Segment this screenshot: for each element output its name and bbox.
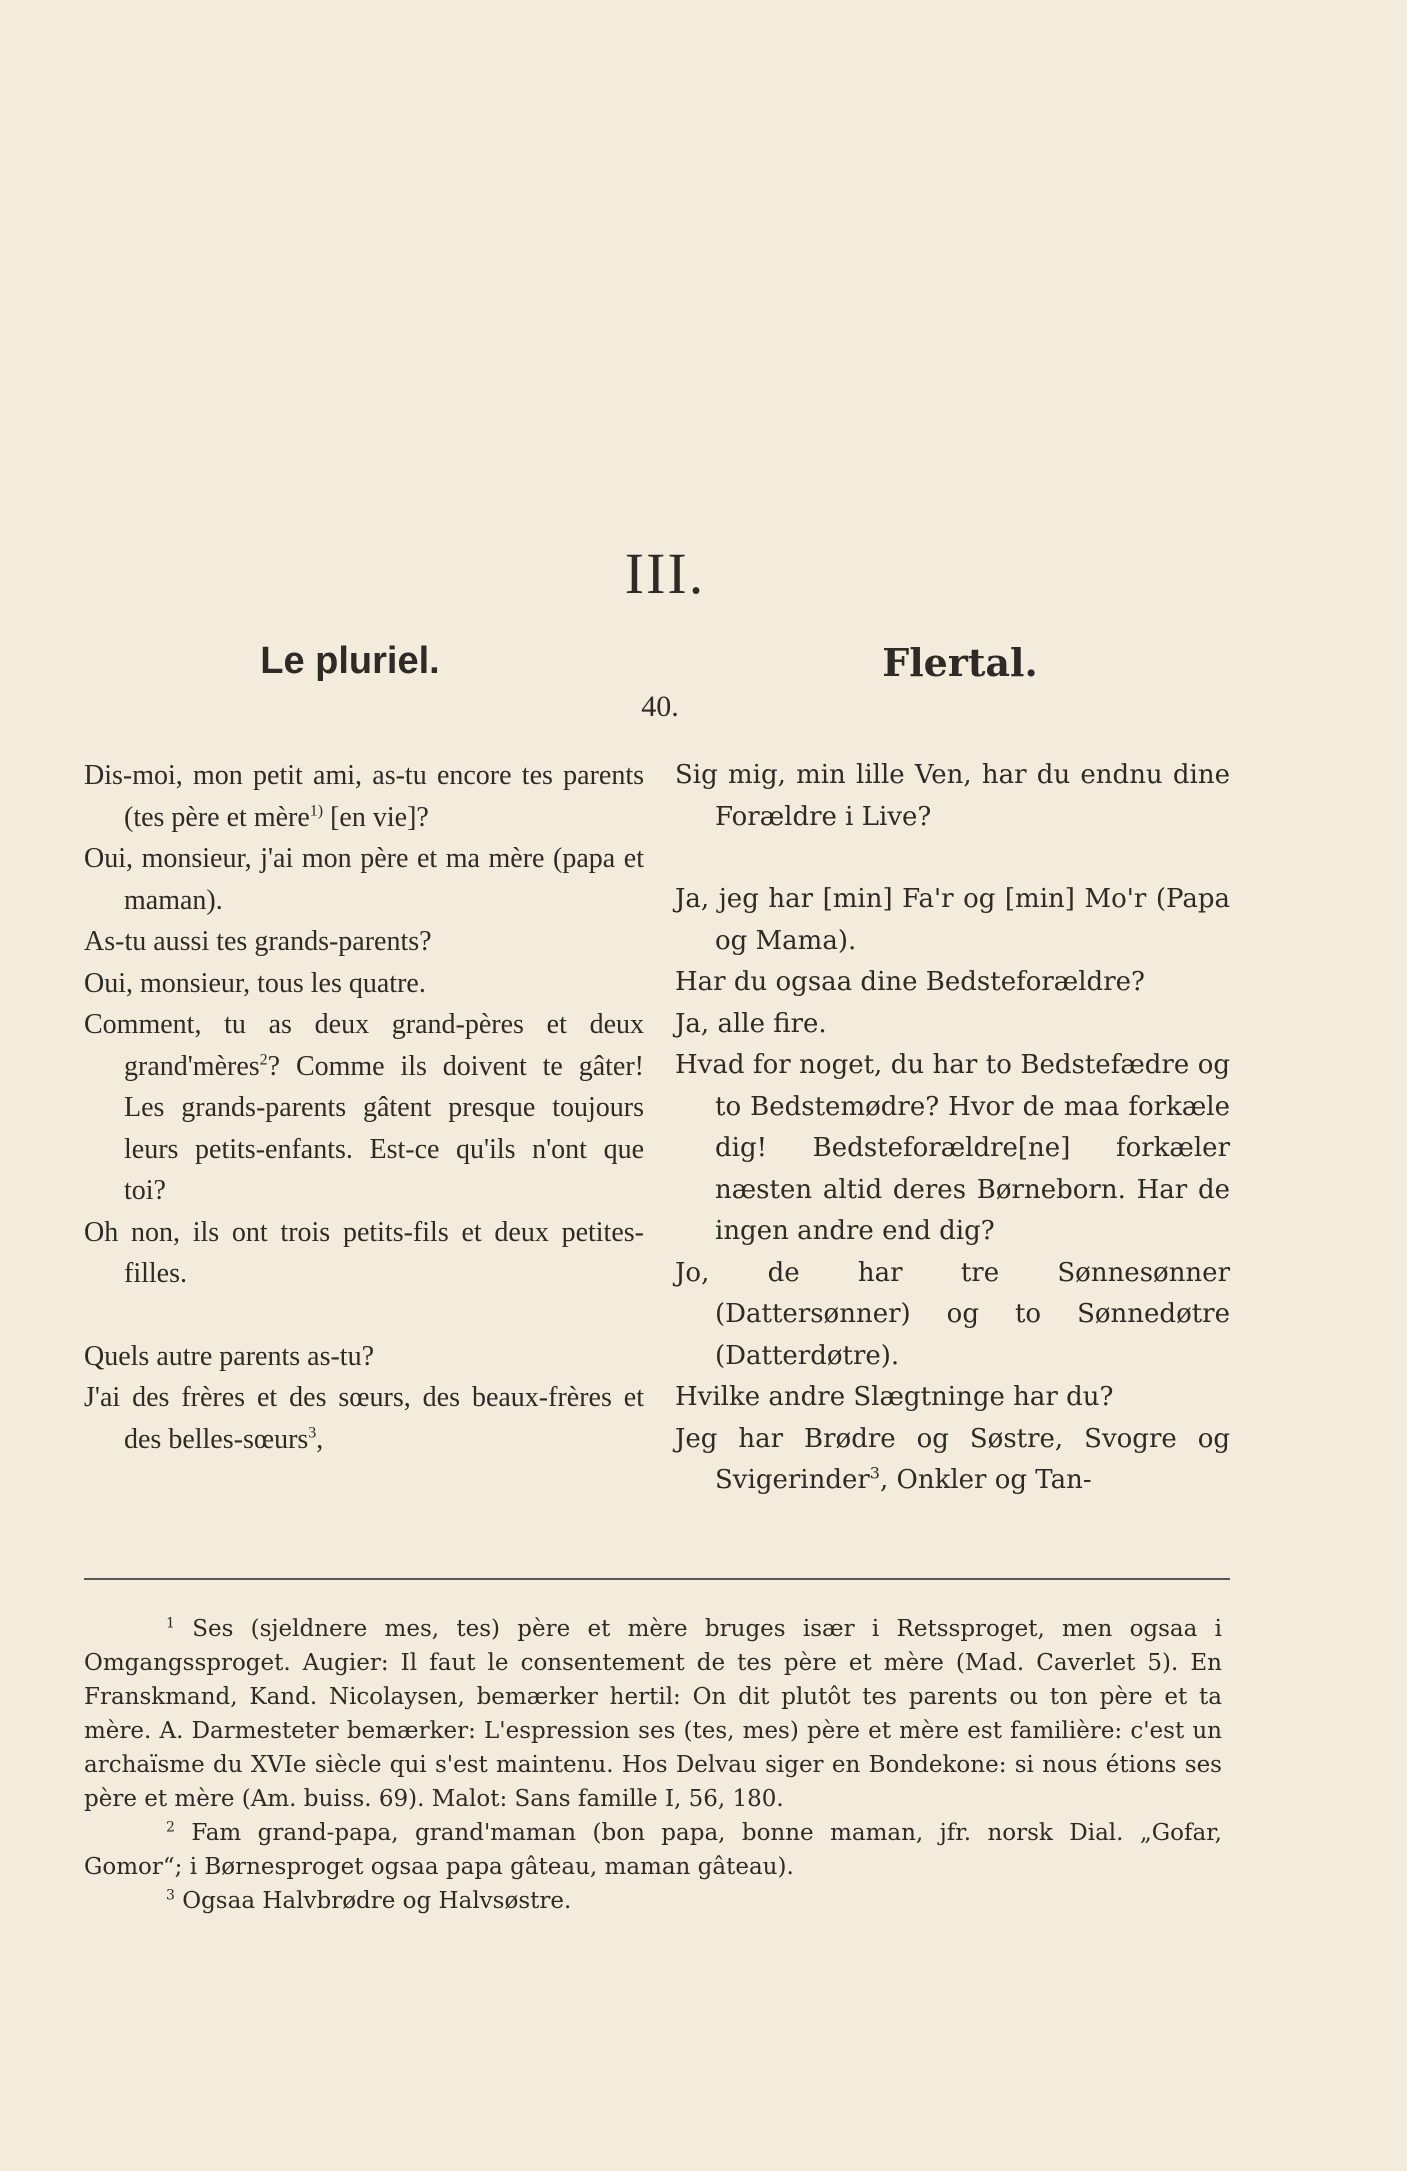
french-entry bbox=[84, 838, 644, 921]
danish-entry-text: Hvilke andre Slægtninge har du? bbox=[675, 1382, 1114, 1412]
danish-entry bbox=[675, 879, 1230, 962]
footnote-number: 3 bbox=[166, 1887, 175, 1904]
danish-entry bbox=[675, 1419, 1230, 1502]
french-entry-text: Oh non, ils ont trois petits-fils et deux petites-filles. bbox=[84, 1216, 644, 1289]
danish-heading: Flertal. bbox=[882, 640, 1038, 685]
french-entry-text: J'ai des frères et des sœurs, des beaux-frères et des belles-sœurs bbox=[84, 1382, 644, 1455]
french-column bbox=[84, 755, 644, 1460]
danish-entry-text: Har du ogsaa dine Bedsteforældre? bbox=[675, 967, 1145, 997]
footnote bbox=[84, 1816, 1222, 1884]
french-entry bbox=[84, 755, 644, 838]
french-heading: Le pluriel. bbox=[260, 640, 440, 682]
footnote-marker: 3 bbox=[308, 1424, 317, 1442]
danish-entry bbox=[675, 1253, 1230, 1378]
footnote-marker: 3 bbox=[869, 1463, 880, 1483]
danish-entry bbox=[675, 1377, 1230, 1419]
danish-entry-tail: , Onkler og Tan- bbox=[879, 1465, 1092, 1495]
section-number: 40. bbox=[641, 690, 679, 723]
footnote-divider bbox=[84, 1578, 1230, 1580]
french-entry-text: Dis-moi, mon petit ami, as-tu encore tes parents (tes père et mère bbox=[84, 760, 644, 833]
footnote bbox=[84, 1884, 1222, 1918]
french-entry-text: Quels autre parents as-tu? bbox=[84, 1340, 374, 1372]
french-entry-text: Comment, tu as deux grand-pères et deux grand'mères bbox=[84, 1009, 644, 1082]
french-entry bbox=[84, 1336, 644, 1378]
french-entry bbox=[84, 921, 644, 963]
danish-entry bbox=[675, 962, 1230, 1004]
footnote-marker: 2 bbox=[259, 1051, 268, 1069]
danish-entry-text: Jo, de har tre Sønnesønner (Dattersønner) og to Sønnedøtre (Datterdøtre). bbox=[675, 1257, 1230, 1371]
footnotes bbox=[84, 1612, 1222, 1918]
footnote-number: 2 bbox=[166, 1819, 175, 1836]
danish-entry-text: Ja, alle fire. bbox=[675, 1008, 827, 1039]
french-entry bbox=[84, 1377, 644, 1460]
french-entry bbox=[84, 1212, 644, 1295]
footnote-number: 1 bbox=[166, 1615, 175, 1632]
danish-entry-text: Sig mig, min lille Ven, har du endnu dine Forældre i Live? bbox=[675, 760, 1230, 832]
footnote-marker: 1) bbox=[309, 802, 324, 820]
french-entry-text: Oui, monsieur, j'ai mon père et ma mère (papa et maman). bbox=[84, 843, 644, 916]
danish-entry-text: Hvad for noget, du har to Bedstefædre og to Bedstemødre? Hvor de maa forkæle dig! Bedsteforældre[ne] forkæler næsten altid deres Børneborn. Har de ingen andre end dig? bbox=[675, 1050, 1230, 1246]
french-entry-tail: ? Comme ils doivent te gâter! Les grands-parents gâtent presque toujours leurs petits-enfants. Est-ce qu'ils n'ont que toi? bbox=[124, 1050, 644, 1206]
french-entry-tail: [en vie]? bbox=[323, 801, 429, 833]
danish-entry-text: Jeg har Brødre og Søstre, Svogre og Svigerinder bbox=[675, 1423, 1230, 1495]
footnote bbox=[84, 1612, 1222, 1816]
french-entry bbox=[84, 963, 644, 1005]
chapter-number: III. bbox=[624, 541, 706, 606]
french-entry-text: Oui, monsieur, tous les quatre. bbox=[84, 967, 426, 999]
footnote-text: Fam grand-papa, grand'maman (bon papa, bonne maman, jfr. norsk Dial. „Gofar, Gomor“; i Børnesproget ogsaa papa gâteau, maman gâteau). bbox=[84, 1820, 1222, 1880]
french-entry-tail: , bbox=[316, 1423, 324, 1455]
danish-column bbox=[675, 755, 1230, 1502]
french-entry-text: As-tu aussi tes grands-parents? bbox=[84, 926, 432, 957]
footnote-text: Ogsaa Halvbrødre og Halvsøstre. bbox=[174, 1888, 572, 1914]
danish-entry bbox=[675, 1004, 1230, 1046]
danish-entry bbox=[675, 755, 1230, 838]
french-entry bbox=[84, 1004, 644, 1212]
danish-entry-text: Ja, jeg har [min] Fa'r og [min] Mo'r (Papa og Mama). bbox=[675, 884, 1230, 956]
footnote-text: Ses (sjeldnere mes, tes) père et mère bruges især i Retssproget, men ogsaa i Omgangssproget. Augier: Il faut le consentement de tes père et mère (Mad. Caverlet 5). En Franskmand, Kand. Nicolaysen, bemærker hertil: On dit plutôt tes parents ou ton père et ta mère. A. Darmesteter bemærker: L'espression ses (tes, mes) père et mère est familière: c'est un archaïsme du XVIe siècle qui s'est maintenu. Hos Delvau siger en Bondekone: si nous étions ses père et mère (Am. buiss. 69). Malot: Sans famille I, 56, 180. bbox=[84, 1616, 1222, 1812]
danish-entry bbox=[675, 1045, 1230, 1253]
